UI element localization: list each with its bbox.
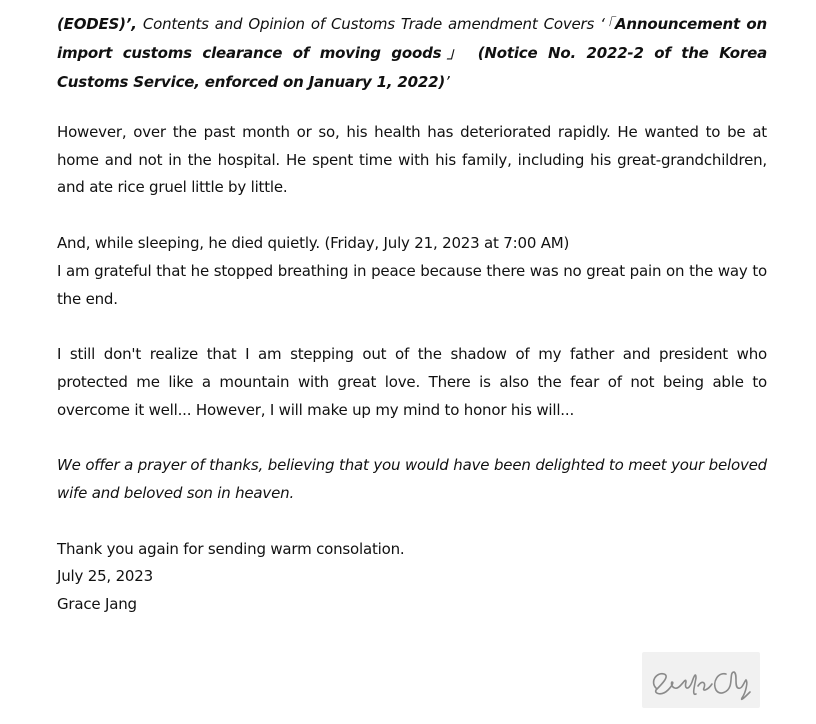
closing-date: July 25, 2023 [57, 567, 153, 586]
closing-thanks: Thank you again for sending warm consolation. [57, 539, 405, 558]
passing-line: And, while sleeping, he died quietly. (Friday, July 21, 2023 at 7:00 AM) [57, 234, 570, 253]
shadow-paragraph: I still don't realize that I am stepping out of the shadow of my father and president who protected me like a mountain with great love. There is also the fear of not being able to overcome it well... However, I will make up my mind to honor his will... [57, 345, 767, 419]
closing-block [57, 536, 767, 619]
intro-announcement: Announcement on import customs clearance of moving goods」 (Notice No. 2022-2 of the Korea Customs Service, enforced on January 1, 2022) [57, 15, 767, 91]
signature-icon [642, 652, 760, 708]
intro-eodes: (EODES)’, [57, 15, 137, 33]
grateful-text: I am grateful that he stopped breathing in peace because there was no great pain on the way to the end. [57, 261, 767, 308]
passing-paragraph [57, 230, 767, 313]
intro-contents: Contents and Opinion of Customs Trade amendment Covers ‘「 [136, 15, 615, 33]
intro-closing-quote: ’ [445, 73, 450, 91]
health-paragraph: However, over the past month or so, his health has deteriorated rapidly. He wanted to be at home and not in the hospital. He spent time with his family, including his great-grandchildren, and ate rice gruel little by little. [57, 123, 767, 197]
letter-body [57, 10, 767, 619]
prayer-paragraph: We offer a prayer of thanks, believing that you would have been delighted to meet your beloved wife and beloved son in heaven. [57, 456, 767, 503]
handwritten-signature [642, 652, 760, 708]
closing-name: Grace Jang [57, 595, 137, 614]
intro-paragraph [57, 10, 767, 97]
